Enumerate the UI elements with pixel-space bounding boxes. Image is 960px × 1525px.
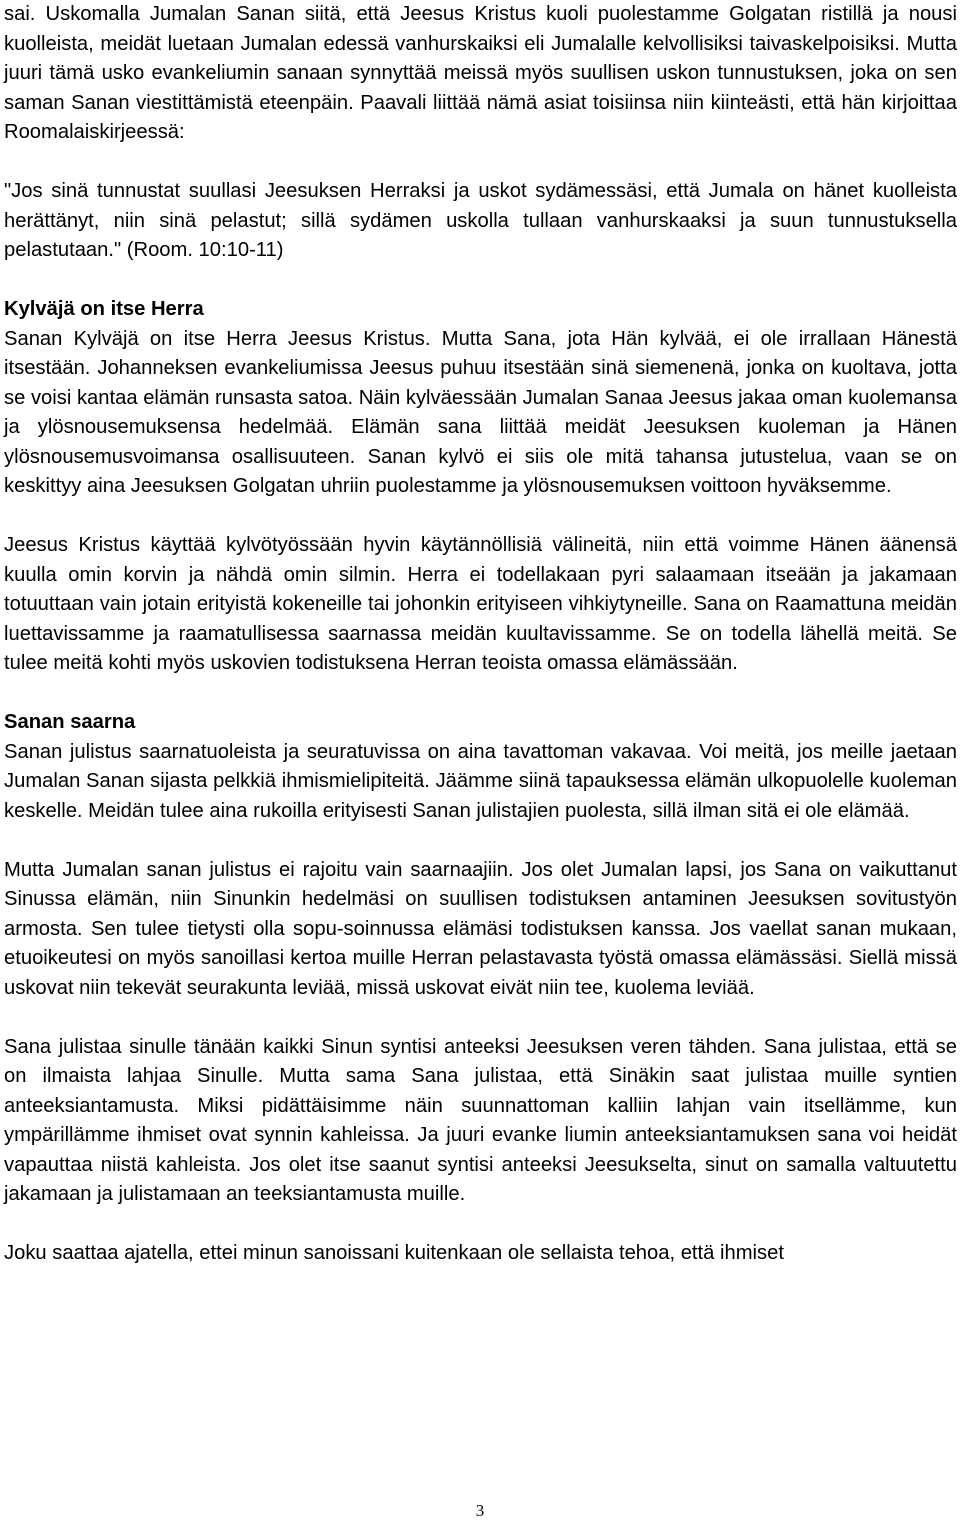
paragraph-kylvotyo: Jeesus Kristus käyttää kylvötyössään hyvin käytännöllisiä välineitä, niin että voimme Hänen äänensä kuulla omin korvin ja nähdä omin silmin. Herra ei todellakaan pyri salaamaan itseään ja jakamaan totuuttaan vain jotain erityistä kokeneille tai johonkin erityiseen vihkiytyneille. Sana on Raamattuna meidän luettavissamme ja raamatullisessa saarnassa meidän kuultavissamme. Se on todella lähellä meitä. Se tulee meitä kohti myös uskovien todistuksena Herran teoista omassa elämässään. <box>4 534 957 674</box>
paragraph-gap <box>4 148 957 178</box>
section-heading-saarna: Sanan saarna <box>4 711 136 733</box>
paragraph-intro: sai. Uskomalla Jumalan Sanan siitä, että Jeesus Kristus kuoli puolestamme Golgatan ristillä ja nousi kuolleista, meidät luetaan Jumalan edessä vanhurskaiksi eli Jumalalle kelvollisiksi taivaskelpoisiksi. Mutta juuri tämä usko evankeliumin sanaan synnyttää meissä myös suullisen uskon tunnustuksen, joka on sen saman Sanan viestittämistä eteenpäin. Paavali liittää nämä asiat toisiinsa niin kiinteästi, että hän kirjoittaa Roomalaiskirjeessä: <box>4 3 957 143</box>
section-heading-kylvaja: Kylväjä on itse Herra <box>4 298 204 320</box>
page-number: 3 <box>475 1501 485 1520</box>
paragraph-gap <box>4 1210 957 1240</box>
paragraph-gap <box>4 679 957 709</box>
document-page <box>4 0 957 1269</box>
paragraph-gap <box>4 826 957 856</box>
paragraph-kylvaja: Sanan Kylväjä on itse Herra Jeesus Kristus. Mutta Sana, jota Hän kylvää, ei ole irrallaan Hänestä itsestään. Johanneksen evankeliumissa Jeesus puhuu itsestään sinä siemenenä, jonka on kuoltava, jotta se voisi kantaa elämän runsasta satoa. Näin kylväessään Jumalan Sanaa Jeesus jakaa oman kuolemansa ja ylösnousemuksensa hedelmää. Elämän sana liittää meidät Jeesuksen kuoleman ja Hänen ylösnousemusvoimansa osallisuuteen. Sanan kylvö ei siis ole mitä tahansa jutustelua, vaan se on keskittyy aina Jeesuksen Golgatan uhriin puolestamme ja ylösnousemuksen voittoon hyväksemme. <box>4 327 957 497</box>
bible-quote: "Jos sinä tunnustat suullasi Jeesuksen Herraksi ja uskot sydämessäsi, että Jumala on hänet kuolleista herättänyt, niin sinä pelastut; sillä sydämen uskolla tullaan vanhurskaaksi ja suun tunnustuksella pelastutaan." (Room. 10:10-11) <box>4 180 957 261</box>
paragraph-gap <box>4 1003 957 1033</box>
paragraph-julistus: Sanan julistus saarnatuoleista ja seuratuvissa on aina tavattoman vakavaa. Voi meitä, jos meille jaetaan Jumalan Sanan sijasta pelkkiä ihmismielipiteitä. Jäämme siinä tapauksessa elämän ulkopuolelle kuoleman keskelle. Meidän tulee aina rukoilla erityisesti Sanan julistajien puolesta, sillä ilman sitä ei ole elämää. <box>4 740 957 822</box>
paragraph-todistus: Mutta Jumalan sanan julistus ei rajoitu vain saarnaajiin. Jos olet Jumalan lapsi, jos Sana on vaikuttanut Sinussa elämän, niin Sinunkin hedelmäsi on suullisen todistuksen antaminen Jeesuksen sovitustyön armosta. Sen tulee tietysti olla sopu-soinnussa elämäsi todistuksen kanssa. Jos vaellat sanan mukaan, etuoikeutesi on myös sanoillasi kertoa muille Herran pelastavasta työstä omassa elämässäsi. Siellä missä uskovat niin tekevät seurakunta leviää, missä uskovat eivät niin tee, kuolema leviää. <box>4 858 957 999</box>
paragraph-gap <box>4 266 957 296</box>
paragraph-anteeksiantamus: Sana julistaa sinulle tänään kaikki Sinun syntisi anteeksi Jeesuksen veren tähden. Sana julistaa, että se on ilmaista lahjaa Sinulle. Mutta sama Sana julistaa, että Sinäkin saat julistaa muille syntien anteeksiantamusta. Miksi pidättäisimme näin suunnattoman kalliin lahjan vain itsellämme, kun ympärillämme ihmiset ovat synnin kahleissa. Ja juuri evanke liumin anteeksiantamuksen sana voi heidät vapauttaa niistä kahleista. Jos olet itse saanut syntisi anteeksi Jeesukselta, sinut on samalla valtuutettu jakamaan ja julistamaan an teeksiantamusta muille. <box>4 1035 957 1205</box>
paragraph-gap <box>4 502 957 532</box>
paragraph-continued: Joku saattaa ajatella, ettei minun sanoissani kuitenkaan ole sellaista tehoa, että ihmiset <box>4 1242 784 1264</box>
